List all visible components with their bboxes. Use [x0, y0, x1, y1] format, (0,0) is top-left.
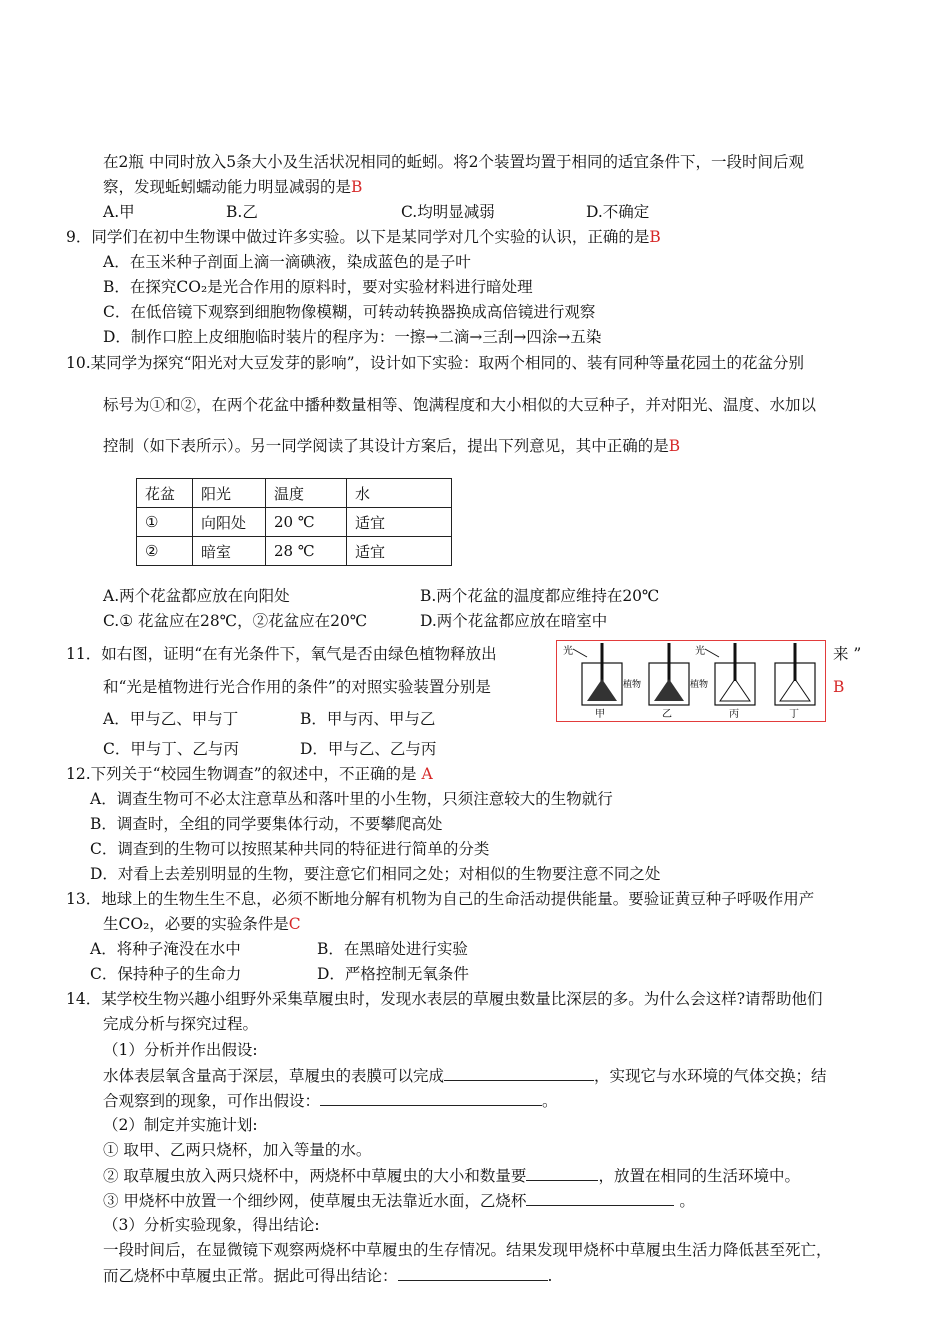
q11-option-b: B．甲与丙、甲与乙	[300, 710, 436, 728]
q11-figure	[556, 640, 826, 722]
q14-part1-text: ，实现它与水环境的气体交换；结	[594, 1067, 827, 1085]
q13-option-a: A．将种子淹没在水中	[90, 940, 241, 958]
q12-option-b: B．调查时，全组的同学要集体行动，不要攀爬高处	[90, 815, 443, 833]
q13-option-b: B．在黑暗处进行实验	[317, 940, 468, 958]
q9-stem-line	[66, 226, 661, 248]
q14-part2-text: ② 取草履虫放入两只烧杯中，两烧杯中草履虫的大小和数量要	[103, 1167, 527, 1185]
table-header-cell: 阳光	[193, 479, 266, 508]
light-label: 光	[695, 646, 705, 657]
q12-option-c: C．调查到的生物可以按照某种共同的特征进行简单的分类	[90, 840, 490, 858]
table-row	[137, 508, 452, 537]
q10-option-b: B.两个花盆的温度都应维持在20℃	[420, 587, 660, 605]
q12-stem-line	[66, 763, 433, 785]
light-arrow-icon	[573, 649, 587, 657]
q11-apparatus-illustration	[557, 641, 825, 721]
table-cell: 20 ℃	[266, 508, 347, 537]
funnel-icon	[780, 679, 810, 701]
q14-part3-text: 而乙烧杯中草履虫正常。据此可得出结论：	[103, 1267, 398, 1285]
q14-part3-line-2: 而乙烧杯中草履虫正常。据此可得出结论： .	[103, 1264, 552, 1287]
q10-option-a: A.两个花盆都应放在向阳处	[103, 587, 290, 605]
answer-blank[interactable]	[444, 1064, 594, 1081]
q11-answer: B	[833, 678, 845, 696]
q13-answer: C	[288, 915, 301, 933]
light-arrow-icon	[705, 649, 719, 657]
answer-blank[interactable]	[526, 1164, 598, 1181]
q8-answer: B	[351, 178, 363, 196]
answer-blank[interactable]	[526, 1189, 674, 1206]
table-header-cell: 温度	[266, 479, 347, 508]
q8-option-c: C.均明显减弱	[401, 203, 495, 221]
q8-option-b: B.乙	[226, 203, 258, 221]
q12-option-d: D．对看上去差别明显的生物，要注意它们相同之处；对相似的生物要注意不同之处	[90, 865, 661, 883]
funnel-icon	[720, 679, 750, 701]
table-header-cell: 花盆	[137, 479, 193, 508]
q12-option-a: A．调查生物可不必太注意草丛和落叶里的小生物，只须注意较大的生物就行	[90, 790, 613, 808]
q11-option-c: C．甲与丁、乙与丙	[103, 740, 239, 758]
table-row	[137, 537, 452, 566]
q14-part3-title: （3）分析实验现象，得出结论:	[103, 1216, 320, 1234]
q12-answer: A	[421, 765, 433, 783]
q9-option-b: B．在探究CO₂是光合作用的原料时，要对实验材料进行暗处理	[103, 278, 533, 296]
table-cell: 适宜	[347, 537, 452, 566]
q10-stem-line-1: 10.某同学为探究“阳光对大豆发芽的影响”，设计如下实验：取两个相同的、装有同种等量花园土的花盆分别	[66, 354, 805, 372]
q14-part2-step-3	[103, 1189, 695, 1212]
table-cell: 适宜	[347, 508, 452, 537]
q14-part2-text: ，放置在相同的生活环境中。	[598, 1167, 800, 1185]
plant-label: 植物	[690, 680, 709, 690]
q14-stem-line-1: 14．某学校生物兴趣小组野外采集草履虫时，发现水表层的草履虫数量比深层的多。为什么会这样?请帮助他们	[66, 990, 823, 1008]
q13-option-d: D．严格控制无氧条件	[317, 965, 469, 983]
q9-option-a: A．在玉米种子剖面上滴一滴碘液，染成蓝色的是子叶	[103, 253, 471, 271]
apparatus-label-jia: 甲	[595, 709, 605, 720]
answer-blank[interactable]	[398, 1264, 548, 1281]
q14-part2-step-2	[103, 1164, 800, 1187]
q13-option-c: C．保持种子的生命力	[90, 965, 242, 983]
q8-text-line-2	[103, 176, 362, 198]
q14-part1-line-1	[103, 1064, 827, 1087]
q10-experiment-table	[136, 478, 452, 566]
q14-stem-line-2: 完成分析与探究过程。	[103, 1015, 259, 1033]
q9-option-d: D．制作口腔上皮细胞临时装片的程序为：一擦→二滴→三刮→四涂→五染	[103, 328, 602, 346]
q11-stem-line-1-end: 来 ”	[833, 645, 862, 663]
answer-blank[interactable]	[320, 1089, 542, 1106]
q9-stem: 9．同学们在初中生物课中做过许多实验。以下是某同学对几个实验的认识，正确的是	[66, 228, 650, 246]
apparatus-label-bing: 丙	[729, 709, 739, 720]
table-cell: 向阳处	[193, 508, 266, 537]
plant-icon	[587, 679, 617, 701]
q14-part2-title: （2）制定并实施计划:	[103, 1116, 258, 1134]
q10-stem: 控制（如下表所示）。另一同学阅读了其设计方案后，提出下列意见，其中正确的是	[103, 437, 669, 455]
table-header-cell: 水	[347, 479, 452, 508]
q14-part1-text: 水体表层氧含量高于深层，草履虫的表膜可以完成	[103, 1067, 445, 1085]
q11-option-a: A．甲与乙、甲与丁	[103, 710, 239, 728]
q8-option-a: A.甲	[103, 203, 135, 221]
q11-option-d: D．甲与乙、乙与丙	[300, 740, 437, 758]
table-cell: 暗室	[193, 537, 266, 566]
q10-stem-line-2: 标号为①和②，在两个花盆中播种数量相等、饱满程度和大小相似的大豆种子，并对阳光、温度、水加以	[103, 396, 817, 414]
q14-part2-step-1: ① 取甲、乙两只烧杯，加入等量的水。	[103, 1141, 372, 1159]
q11-stem-line-2: 和“光是植物进行光合作用的条件”的对照实验装置分别是	[103, 678, 491, 696]
table-cell: ②	[137, 537, 193, 566]
q9-option-c: C．在低倍镜下观察到细胞物像模糊，可转动转换器换成高倍镜进行观察	[103, 303, 596, 321]
plant-icon	[654, 679, 684, 701]
q10-option-d: D.两个花盆都应放在暗室中	[420, 612, 608, 630]
q13-stem-line-1: 13．地球上的生物生生不息，必须不断地分解有机物为自己的生命活动提供能量。要验证黄豆种子呼吸作用产	[66, 890, 815, 908]
q10-answer: B	[668, 437, 681, 455]
q9-answer: B	[649, 228, 661, 246]
q13-stem-line-2	[103, 913, 301, 935]
q8-text-line-1: 在2瓶 中同时放入5条大小及生活状况相同的蚯蚓。将2个装置均置于相同的适宜条件下，一段时间后观	[103, 153, 805, 171]
q14-part2-text: ③ 甲烧杯中放置一个细纱网，使草履虫无法靠近水面，乙烧杯	[103, 1192, 527, 1210]
q14-part1-title: （1）分析并作出假设:	[103, 1041, 258, 1059]
q10-option-c: C.① 花盆应在28℃，②花盆应在20℃	[103, 612, 368, 630]
q10-stem-line-3	[103, 435, 680, 457]
q14-part1-line-2: 合观察到的现象，可作出假设： 。	[103, 1089, 558, 1112]
plant-label: 植物	[623, 680, 642, 690]
apparatus-label-ding: 丁	[789, 709, 799, 720]
q14-part2-text: 。	[674, 1192, 695, 1210]
table-cell: 28 ℃	[266, 537, 347, 566]
apparatus-label-yi: 乙	[662, 709, 672, 720]
q13-stem: 生CO₂，必要的实验条件是	[103, 915, 289, 933]
table-cell: ①	[137, 508, 193, 537]
q8-option-d: D.不确定	[586, 203, 650, 221]
q11-stem-line-1: 11．如右图，证明“在有光条件下，氧气是否由绿色植物释放出	[66, 645, 497, 663]
table-header-row	[137, 479, 452, 508]
q14-part3-line-1: 一段时间后，在显微镜下观察两烧杯中草履虫的生存情况。结果发现甲烧杯中草履虫生活力降低甚至死亡，	[103, 1241, 832, 1259]
q8-stem: 察，发现蚯蚓蠕动能力明显减弱的是	[103, 178, 352, 196]
q12-stem: 12.下列关于“校园生物调查”的叙述中，不正确的是	[66, 765, 417, 783]
light-label: 光	[563, 646, 573, 657]
q14-part1-text: 合观察到的现象，可作出假设：	[103, 1092, 321, 1110]
